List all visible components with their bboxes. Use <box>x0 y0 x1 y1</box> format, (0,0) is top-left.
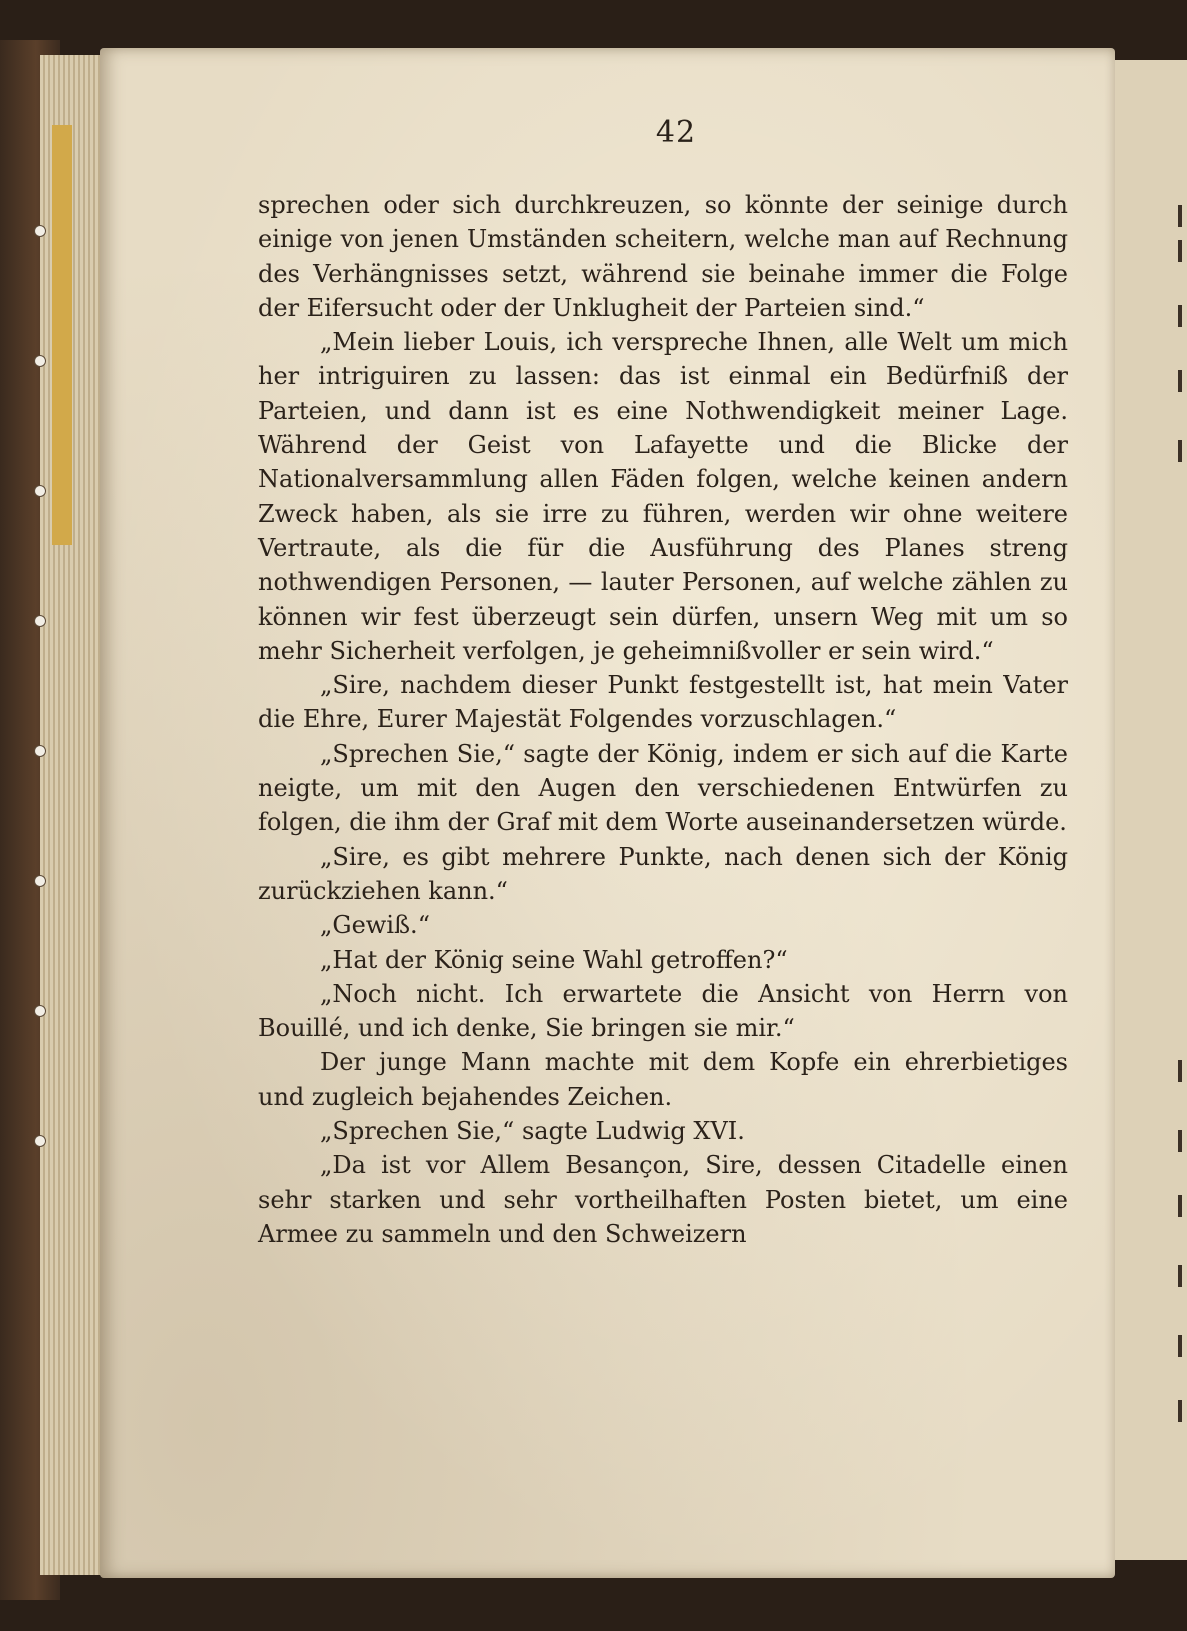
binding-hole <box>34 1135 46 1147</box>
binding-hole <box>34 485 46 497</box>
paragraph: „Sire, nachdem dieser Punkt festgestellt ist, hat mein Vater die Ehre, Eurer Majestät Folgendes vorzuschlagen.“ <box>258 671 1068 734</box>
paragraph: „Noch nicht. Ich erwartete die Ansicht von Herrn von Bouillé, und ich denke, Sie bringen sie mir.“ <box>258 979 1068 1043</box>
binding-hole <box>34 1005 46 1017</box>
paragraph: sprechen oder sich durchkreuzen, so könnte der seinige durch einige von jenen Umständen scheitern, welche man auf Rechnung des Verhängnisses setzt, während sie beinahe immer die Folge der Eifersucht oder der Unklugheit der Parteien sind.“ <box>258 191 1068 322</box>
facing-page-ink <box>1178 1130 1182 1152</box>
paragraph: Der junge Mann machte mit dem Kopfe ein ehrerbietiges und zugleich bejahendes Zeichen. <box>258 1048 1068 1111</box>
facing-page-ink <box>1178 1400 1182 1422</box>
binding-hole <box>34 745 46 757</box>
paragraph: „Sprechen Sie,“ sagte Ludwig XVI. <box>320 1117 745 1146</box>
paragraph: „Da ist vor Allem Besançon, Sire, dessen Citadelle einen sehr starken und sehr vortheilhaften Posten bietet, um eine Armee zu sammeln und den Schweizern <box>258 1151 1068 1248</box>
facing-page-ink <box>1178 1195 1182 1217</box>
paragraph: „Mein lieber Louis, ich verspreche Ihnen, alle Welt um mich her intriguiren zu lassen: das ist einmal ein Bedürfniß der Parteien, und dann ist es eine Nothwendigkeit meiner Lage. Während der Geist von Lafayette und die Blicke der Nationalversammlung allen Fäden folgen, welche keinen andern Zweck haben, als sie irre zu führen, werden wir ohne weitere Vertraute, als die für die Ausführung des Planes streng nothwendigen Personen, — lauter Personen, auf welche zählen zu können wir fest überzeugt sein dürfen, unsern Weg mit um so mehr Sicherheit verfolgen, je geheimnißvoller er sein wird.“ <box>258 328 1068 665</box>
facing-page-ink <box>1178 1060 1182 1082</box>
binding-hole <box>34 875 46 887</box>
facing-page-ink <box>1178 1265 1182 1287</box>
facing-page-ink <box>1178 370 1182 392</box>
paragraph: „Hat der König seine Wahl getroffen?“ <box>320 945 788 974</box>
facing-page-ink <box>1178 440 1182 462</box>
binding-hole <box>34 355 46 367</box>
binding-hole <box>34 225 46 237</box>
paragraph: „Gewiß.“ <box>320 911 430 940</box>
bookmark-tab <box>52 125 72 545</box>
facing-page-edge <box>1115 60 1187 1560</box>
facing-page-ink <box>1178 205 1182 227</box>
facing-page-ink <box>1178 305 1182 327</box>
binding-hole <box>34 615 46 627</box>
facing-page-ink <box>1178 1335 1182 1357</box>
body-text <box>258 188 1068 1251</box>
facing-page-ink <box>1178 240 1182 262</box>
paragraph: „Sire, es gibt mehrere Punkte, nach denen sich der König zurückziehen kann.“ <box>258 842 1068 905</box>
page-number: 42 <box>655 115 697 150</box>
paragraph: „Sprechen Sie,“ sagte der König, indem er sich auf die Karte neigte, um mit den Augen den verschiedenen Entwürfen zu folgen, die ihm der Graf mit dem Worte auseinandersetzen würde. <box>258 739 1068 837</box>
